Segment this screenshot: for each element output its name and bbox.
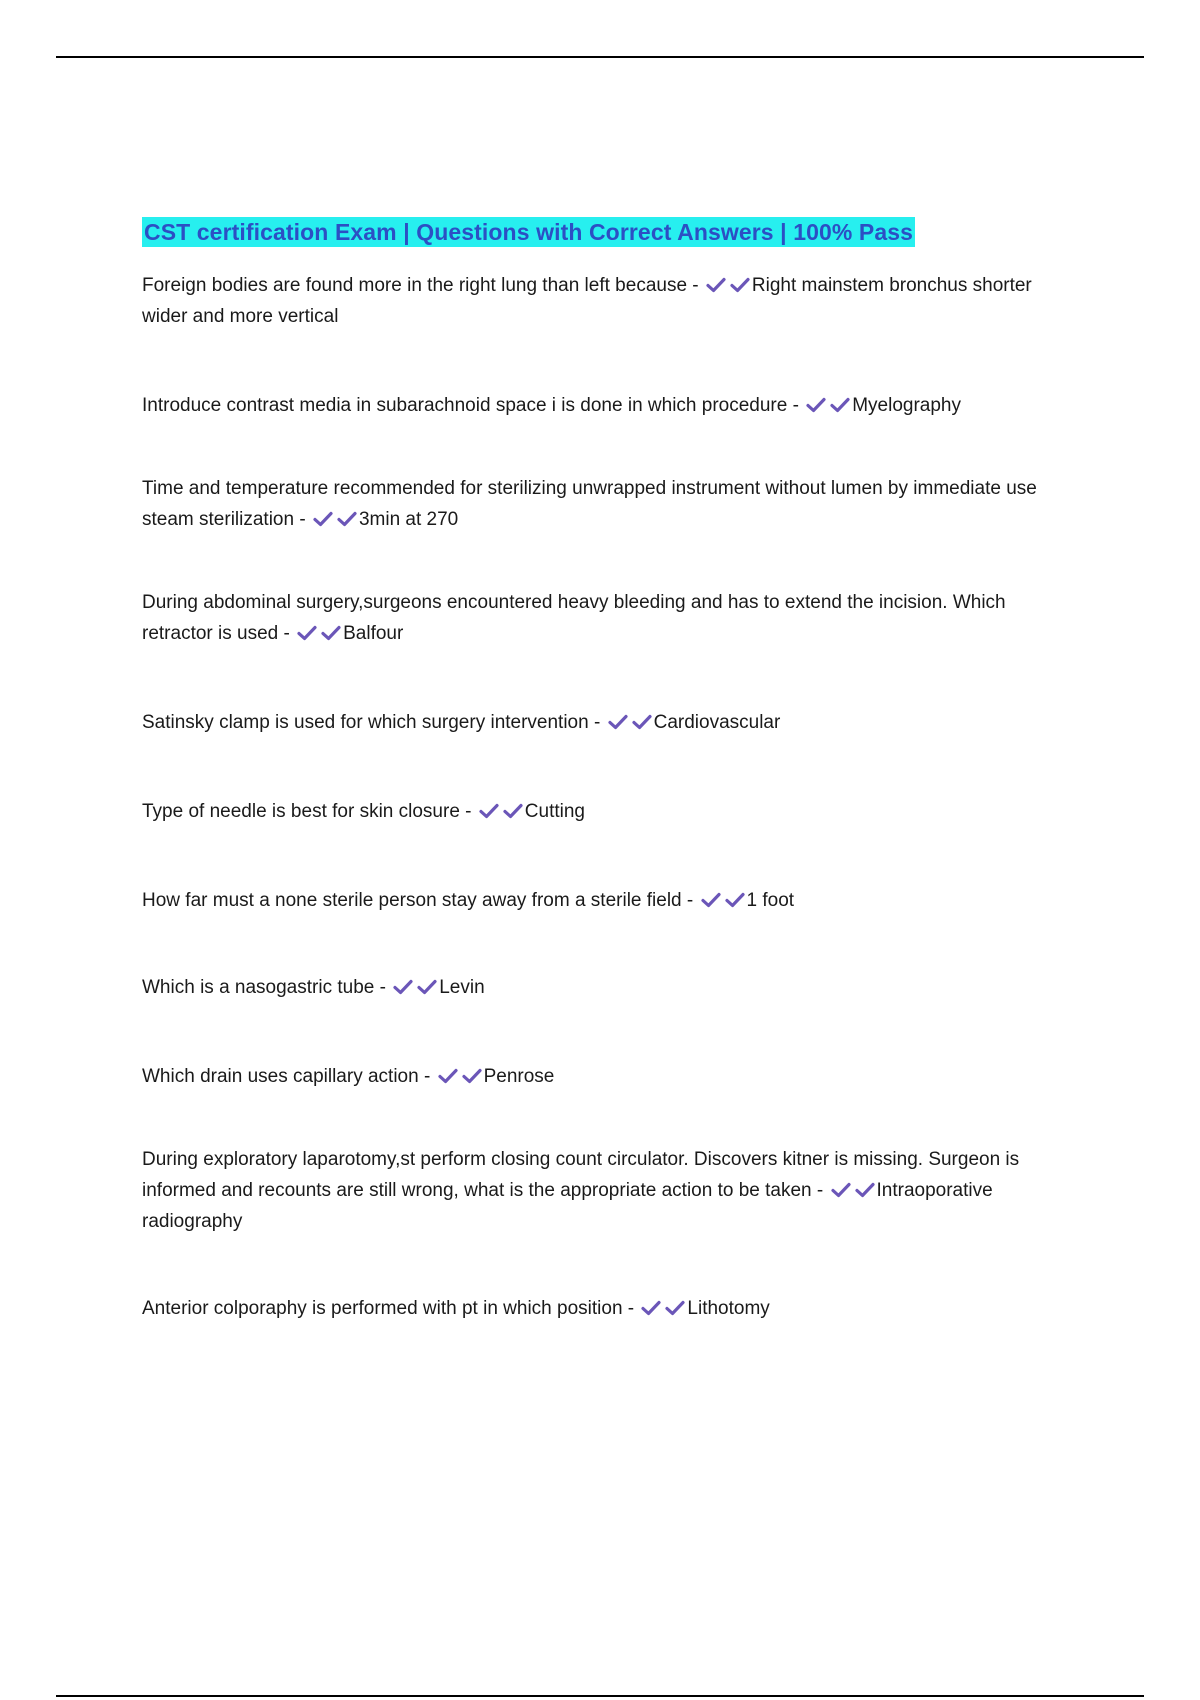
answer-text: Balfour [343, 623, 404, 644]
separator: - [811, 1180, 829, 1201]
checkmark-icon [805, 396, 827, 414]
qa-item [142, 270, 1062, 332]
qa-item [142, 1061, 1062, 1092]
answer-text: Intraoporative radiography [142, 1180, 993, 1232]
checkmark-icon [336, 510, 358, 528]
separator: - [294, 509, 311, 530]
checkmark-icon [705, 276, 727, 294]
qa-item [142, 587, 1062, 649]
separator: - [374, 977, 392, 998]
checkmark-icon [729, 276, 751, 294]
checkmark-icon [829, 396, 851, 414]
checkmark-icon [664, 1299, 686, 1317]
answer-text: Myelography [852, 395, 961, 416]
answer-text: 3min at 270 [358, 509, 459, 530]
bottom-rule [56, 1695, 1144, 1697]
checkmark-icon [320, 624, 342, 642]
question-text: Which drain uses capillary action [142, 1066, 419, 1087]
question-text: During exploratory laparotomy,st perform closing count circulator. Discovers kitner is missing. Surgeon is informed and recounts are still wrong, what is the appropriate action to be taken [142, 1149, 1020, 1201]
checkmark-icon [416, 978, 438, 996]
question-text: How far must a none sterile person stay away from a sterile field [142, 890, 682, 911]
document-title: CST certification Exam | Questions with Correct Answers | 100% Pass [144, 219, 914, 245]
checkmark-icon [854, 1181, 876, 1199]
answer-text: Right mainstem bronchus shorter wider and more vertical [142, 275, 1032, 327]
question-text: Time and temperature recommended for sterilizing unwrapped instrument without lumen by immediate use steam sterilization [142, 478, 1037, 530]
checkmark-icon [392, 978, 414, 996]
checkmark-icon [724, 891, 746, 909]
separator: - [278, 623, 296, 644]
question-text: Foreign bodies are found more in the right lung than left because [142, 275, 688, 296]
separator: - [622, 1298, 640, 1319]
question-text: During abdominal surgery,surgeons encountered heavy bleeding and has to extend the incision. Which retractor is used [142, 592, 1006, 644]
answer-text: Cardiovascular [653, 712, 781, 733]
qa-item [142, 390, 1062, 421]
answer-text: Lithotomy [687, 1298, 770, 1319]
checkmark-icon [437, 1067, 459, 1085]
qa-item [142, 972, 1062, 1003]
answer-text: Penrose [483, 1066, 555, 1087]
qa-list [142, 270, 1062, 1324]
qa-item [142, 885, 1062, 916]
separator: - [459, 801, 477, 822]
checkmark-icon [830, 1181, 852, 1199]
question-text: Satinsky clamp is used for which surgery intervention [142, 712, 589, 733]
checkmark-icon [700, 891, 722, 909]
qa-item [142, 796, 1062, 827]
question-text: Introduce contrast media in subarachnoid space i is done in which procedure [142, 395, 788, 416]
question-text: Type of needle is best for skin closure [142, 801, 460, 822]
answer-text: Levin [439, 977, 485, 998]
question-text: Which is a nasogastric tube [142, 977, 375, 998]
checkmark-icon [312, 510, 334, 528]
separator: - [787, 395, 805, 416]
checkmark-icon [640, 1299, 662, 1317]
checkmark-icon [478, 802, 500, 820]
document-body [142, 216, 1062, 1324]
answer-text: 1 foot [746, 890, 795, 911]
qa-item [142, 1293, 1062, 1324]
title-wrap [142, 216, 1062, 248]
separator: - [588, 712, 606, 733]
separator: - [687, 275, 704, 296]
question-text: Anterior colporaphy is performed with pt in which position [142, 1298, 623, 1319]
answer-text: Cutting [524, 801, 585, 822]
checkmark-icon [296, 624, 318, 642]
checkmark-icon [631, 713, 653, 731]
top-rule [56, 56, 1144, 58]
qa-item [142, 707, 1062, 738]
checkmark-icon [461, 1067, 483, 1085]
qa-item [142, 1144, 1062, 1237]
checkmark-icon [607, 713, 629, 731]
qa-item [142, 473, 1062, 535]
separator: - [418, 1066, 436, 1087]
separator: - [681, 890, 699, 911]
checkmark-icon [502, 802, 524, 820]
